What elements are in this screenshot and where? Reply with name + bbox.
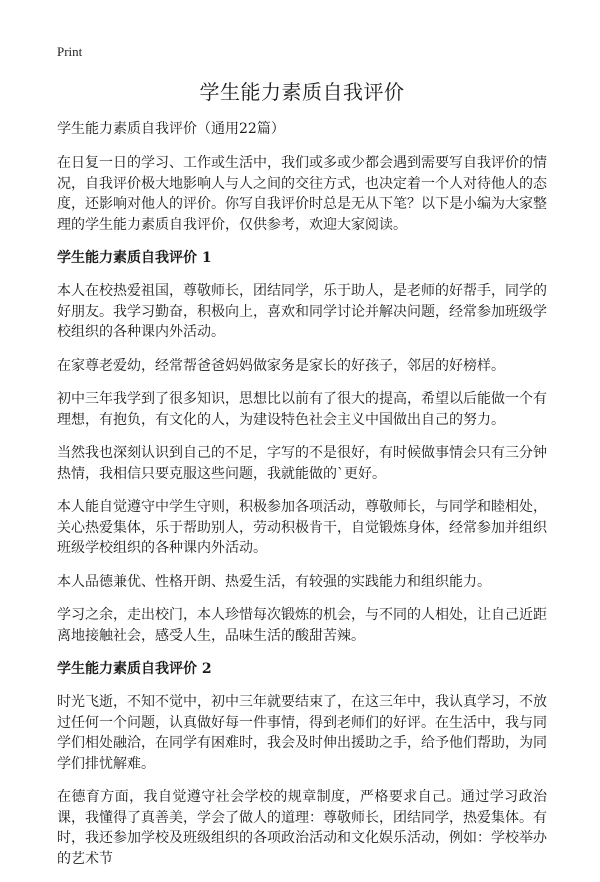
paragraph: 学习之余，走出校门，本人珍惜每次锻炼的机会，与不同的人相处，让自己近距离地接触社会，感受人生，品味生活的酸甜苦辣。 xyxy=(57,607,547,644)
paragraph: 本人在校热爱祖国，尊敬师长，团结同学，乐于助人，是老师的好帮手，同学的好朋友。我学习勤奋，积极向上，喜欢和同学讨论并解决问题，经常参加班级学校组织的各种课内外活动。 xyxy=(57,283,547,340)
section-heading: 学生能力素质自我评价 2 xyxy=(57,661,212,677)
section-heading: 学生能力素质自我评价 1 xyxy=(57,250,212,266)
paragraph: 本人能自觉遵守中学生守则，积极参加各项活动，尊敬师长，与同学和睦相处，关心热爱集体，乐于帮助别人，劳动积极肯干，自觉锻炼身体，经常参加并组织班级学校组织的各种课内外活动。 xyxy=(57,499,547,556)
paragraph: 在德育方面，我自觉遵守社会学校的规章制度，严格要求自己。通过学习政治课，我懂得了真善美，学会了做人的道理：尊敬师长，团结同学，热爱集体。有时，我还参加学校及班级组织的各项政治活动和文化娱乐活动，例如：学校举办的艺术节 xyxy=(57,789,547,867)
paragraph: 本人品德兼优、性格开朗、热爱生活，有较强的实践能力和组织能力。 xyxy=(57,573,491,590)
paragraph: 当然我也深刻认识到自己的不足，字写的不是很好，有时候做事情会只有三分钟热情，我相信只要克服这些问题，我就能做的`更好。 xyxy=(57,445,547,482)
paragraph: 时光飞逝，不知不觉中，初中三年就要结束了，在这三年中，我认真学习，不放过任何一个问题，认真做好每一件事情，得到老师们的好评。在生活中，我与同学们相处融洽，在同学有困难时，我会及时伸出援助之手，给予他们帮助，为同学们排忧解难。 xyxy=(57,694,547,772)
intro-paragraph: 在日复一日的学习、工作或生活中，我们或多或少都会遇到需要写自我评价的情况，自我评价极大地影响人与人之间的交往方式，也决定着一个人对待他人的态度，还影响对他人的评价。你写自我评价时总是无从下笔？以下是小编为大家整理的学生能力素质自我评价，仅供参考，欢迎大家阅读。 xyxy=(57,155,547,233)
document-body xyxy=(57,76,547,882)
paragraph: 在家尊老爱幼，经常帮爸爸妈妈做家务是家长的好孩子，邻居的好榜样。 xyxy=(57,357,505,374)
document-subtitle: 学生能力素质自我评价（通用22篇） xyxy=(57,121,285,137)
page-title: 学生能力素质自我评价 xyxy=(199,80,405,104)
paragraph: 初中三年我学到了很多知识，思想比以前有了很大的提高，希望以后能做一个有理想，有抱负，有文化的人，为建设特色社会主义中国做出自己的努力。 xyxy=(57,391,547,428)
print-link[interactable]: Print xyxy=(57,44,83,59)
